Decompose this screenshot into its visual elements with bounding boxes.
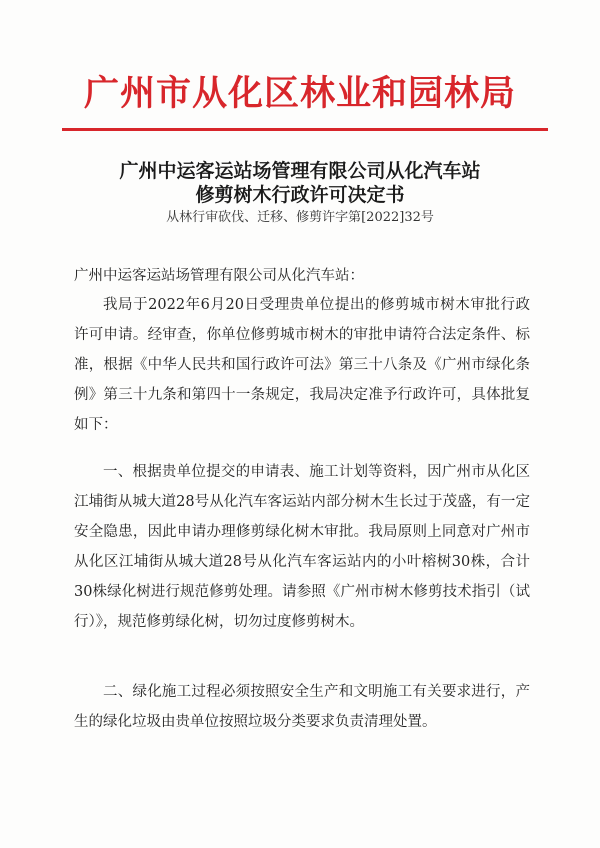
body-paragraph-3: 二、绿化施工过程必须按照安全生产和文明施工有关要求进行，产生的绿化垃圾由贵单位按照垃圾分类要求负责清理处置。 [74, 684, 530, 730]
issuing-authority: 广州市从化区林业和园林局 [83, 73, 516, 114]
document-title-line-1: 广州中运客运站场管理有限公司从化汽车站 [119, 160, 481, 182]
document-title-line-2: 修剪树木行政许可决定书 [195, 184, 405, 206]
body-paragraph-2: 一、根据贵单位提交的申请表、施工计划等资料，因广州市从化区江埔街从城大道28号从化汽车客运站内部分树木生长过于茂盛，有一定安全隐患，因此申请办理修剪绿化树木审批。我局原则上同意对广州市从化区江埔街从城大道28号从化汽车客运站内的小叶榕树30株，合计30株绿化树进行规范修剪处理。请参照《广州市树木修剪技术指引（试行）》，规范修剪绿化树，切勿过度修剪树木。 [74, 464, 530, 630]
body-paragraph-1: 我局于2022年6月20日受理贵单位提出的修剪城市树木审批行政许可申请。经审查，你单位修剪城市树木的审批申请符合法定条件、标准，根据《中华人民共和国行政许可法》第三十八条及《广州市绿化条例》第三十九条和第四十一条规定，我局决定准予行政许可，具体批复如下： [74, 297, 530, 433]
document-number: 从林行审砍伐、迁移、修剪许字第[2022]32号 [166, 210, 434, 225]
red-header-rule [62, 128, 548, 131]
addressee: 广州中运客运站场管理有限公司从化汽车站： [74, 268, 364, 284]
